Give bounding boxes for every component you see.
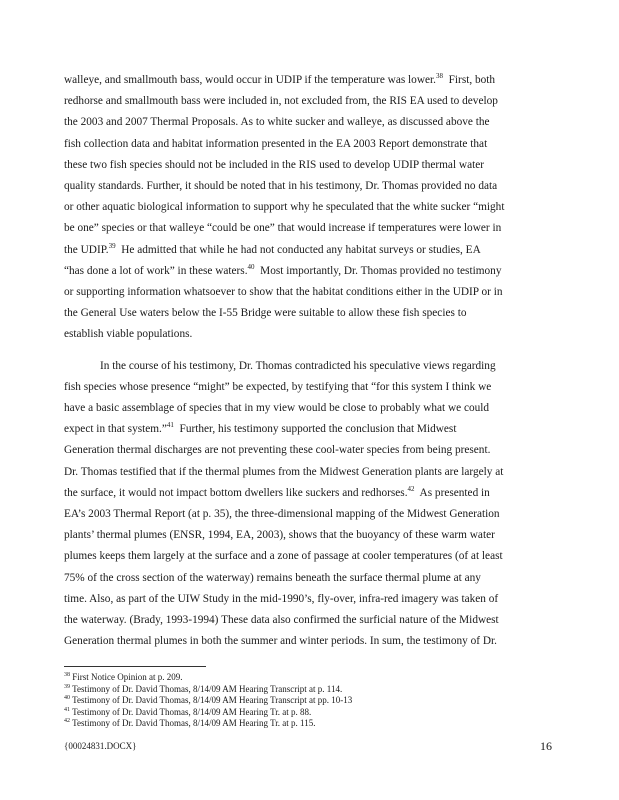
body-line — [64, 612, 499, 628]
footnote-text: Testimony of Dr. David Thomas, 8/14/09 AM Hearing Transcript at pp. 10-13 — [70, 695, 353, 706]
line-text: Generation thermal discharges are not preventing these cool-water species from being present. — [64, 444, 491, 457]
body-line — [64, 548, 503, 564]
footnote-text: First Notice Opinion at p. 209. — [70, 672, 183, 682]
footnote-text: Testimony of Dr. David Thomas, 8/14/09 AM Hearing Tr. at p. 115. — [70, 718, 316, 729]
footnote-ref: 40 — [247, 263, 255, 272]
body-line — [64, 178, 497, 194]
body-line — [64, 506, 500, 522]
line-text: the surface, it would not impact bottom dwellers like suckers and redhorses. — [64, 486, 408, 499]
footnote-number: 40 — [64, 695, 70, 702]
line-text: Further, his testimony supported the conclusion that Midwest — [173, 423, 457, 436]
body-line — [64, 199, 504, 215]
body-line — [64, 114, 490, 130]
line-text: fish species whose presence “might” be expected, by testifying that “for this system I think we — [64, 380, 492, 393]
line-text: time. Also, as part of the UIW Study in the mid-1990’s, fly-over, infra-red imagery was taken of — [64, 592, 499, 605]
body-line — [64, 305, 466, 321]
line-text: be one” species or that walleye “could be one” that would increase if temperatures were lower in — [64, 222, 502, 235]
body-line — [64, 527, 495, 543]
line-text: the UDIP. — [64, 243, 109, 256]
footnote-text: Testimony of Dr. David Thomas, 8/14/09 AM Hearing Tr. at p. 88. — [70, 706, 312, 717]
line-text: these two fish species should not be included in the RIS used to develop UDIP thermal water — [64, 158, 484, 171]
line-text: He admitted that while he had not conducted any habitat surveys or studies, EA — [115, 243, 481, 256]
line-text: quality standards. Further, it should be noted that in his testimony, Dr. Thomas provided no data — [64, 180, 498, 192]
line-text: First, both — [442, 74, 496, 86]
line-text: expect in that system.” — [64, 423, 167, 436]
footnote — [64, 707, 311, 718]
footnote-ref: 39 — [108, 241, 116, 250]
footnote-separator — [64, 666, 206, 667]
line-text: EA’s 2003 Thermal Report (at p. 35), the three-dimensional mapping of the Midwest Generation — [64, 508, 500, 520]
line-text: 75% of the cross section of the waterway) remains beneath the surface thermal plume at any — [64, 571, 481, 584]
footnote — [64, 718, 315, 729]
footnote — [64, 684, 342, 695]
line-text: plants’ thermal plumes (ENSR, 1994, EA, 2003), shows that the buoyancy of these warm water — [64, 529, 495, 542]
body-line — [64, 157, 484, 173]
footnote-ref: 38 — [435, 72, 443, 81]
body-line — [64, 421, 456, 437]
footnote-number: 41 — [64, 706, 70, 713]
line-text: In the course of his testimony, Dr. Thomas contradicted his speculative views regarding — [100, 359, 496, 372]
line-text: or other aquatic biological information to support why he speculated that the white sucker “might — [64, 201, 505, 214]
footnote-number: 42 — [64, 718, 70, 725]
footnote — [64, 695, 352, 706]
line-text: Most importantly, Dr. Thomas provided no testimony — [254, 264, 502, 277]
line-text: have a basic assemblage of species that in my view would be close to probably what we could — [64, 402, 490, 414]
line-text: walleye, and smallmouth bass, would occur in UDIP if the temperature was lower. — [64, 74, 436, 86]
footnote-ref: 41 — [166, 421, 174, 430]
body-line — [64, 263, 501, 279]
body-line — [64, 379, 491, 395]
line-text: Generation thermal plumes in both the summer and winter periods. In sum, the testimony of Dr. — [64, 635, 497, 648]
body-line — [64, 326, 192, 342]
line-text: “has done a lot of work” in these waters. — [64, 264, 248, 277]
line-text: the 2003 and 2007 Thermal Proposals. As to white sucker and walleye, as discussed above the — [64, 116, 490, 129]
body-line — [64, 464, 503, 480]
line-text: the General Use waters below the I-55 Bridge were suitable to allow these fish species to — [64, 307, 467, 320]
body-line — [64, 591, 498, 607]
footnote-ref: 42 — [407, 485, 415, 494]
footnote — [64, 672, 183, 683]
line-text: Dr. Thomas testified that if the thermal plumes from the Midwest Generation plants are largely at — [64, 465, 504, 478]
line-text: the waterway. (Brady, 1993-1994) These data also confirmed the surficial nature of the Midwest — [64, 614, 499, 626]
line-text: fish collection data and habitat information presented in the EA 2003 Report demonstrate that — [64, 137, 488, 150]
line-text: As presented in — [414, 486, 490, 499]
body-line — [64, 442, 490, 458]
document-id: {00024831.DOCX} — [64, 741, 137, 751]
body-line — [64, 136, 487, 152]
body-line — [64, 93, 498, 109]
line-text: redhorse and smallmouth bass were included in, not excluded from, the RIS EA used to develop — [64, 95, 498, 108]
body-line — [64, 400, 489, 416]
body-line — [64, 284, 503, 300]
body-line — [64, 570, 481, 586]
line-text: plumes keeps them largely at the surface and a zone of passage at cooler temperatures (of at least — [64, 550, 503, 563]
page-number: 16 — [540, 739, 552, 753]
body-line — [64, 220, 501, 236]
body-line — [64, 242, 481, 258]
footnote-text: Testimony of Dr. David Thomas, 8/14/09 AM Hearing Transcript at p. 114. — [70, 683, 343, 694]
line-text: establish viable populations. — [64, 328, 193, 341]
line-text: or supporting information whatsoever to show that the habitat conditions either in the UDIP or in — [64, 286, 503, 298]
footnote-number: 38 — [64, 672, 70, 678]
body-line — [100, 358, 496, 374]
footnote-number: 39 — [64, 683, 70, 690]
body-line — [64, 633, 497, 649]
body-line — [64, 72, 495, 88]
body-line — [64, 485, 490, 501]
